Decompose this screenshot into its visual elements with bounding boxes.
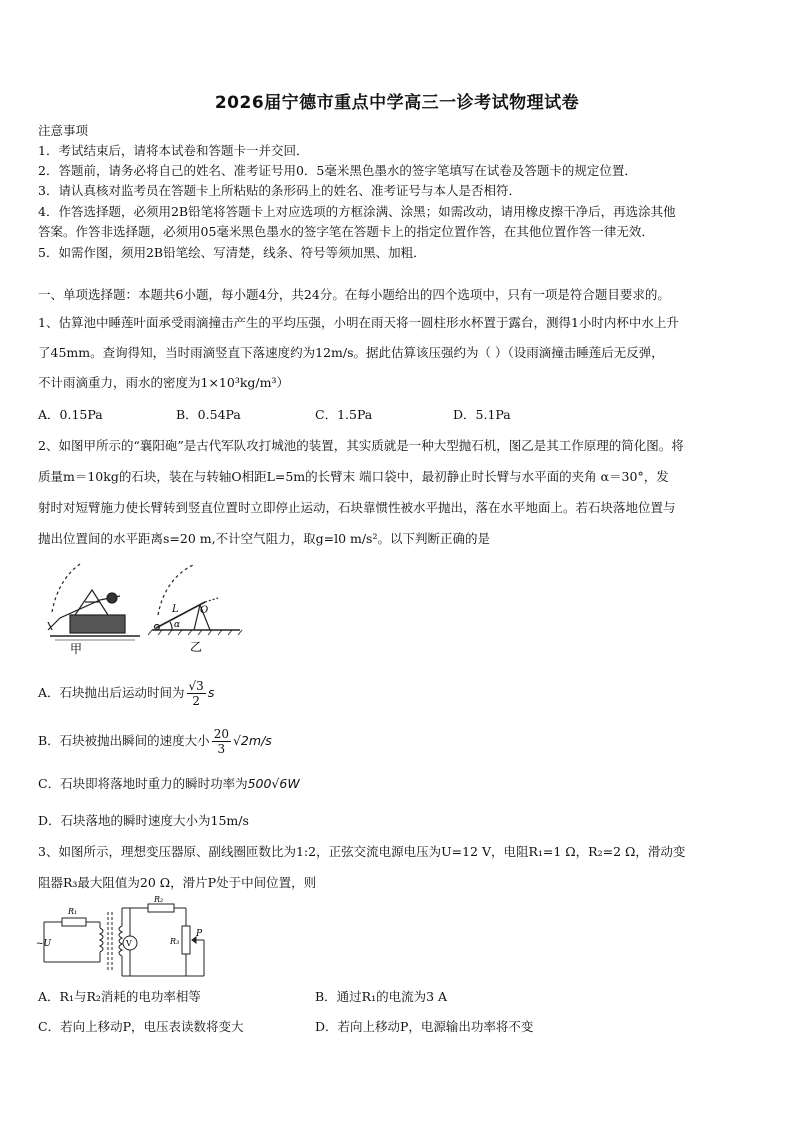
velocity-expression: √2m/s — [232, 733, 272, 748]
q2-option-d: D．石块落地的瞬时速度大小为15m/s — [38, 813, 249, 828]
resistor-r1 — [62, 918, 86, 926]
fraction-numerator: √3 — [188, 679, 204, 693]
q3-option-c: C．若向上移动P，电压表读数将变大 — [38, 1019, 244, 1034]
question-1-line: 了45mm。查询得知，当时雨滴竖直下落速度约为12m/s。据此估算该压强约为（ ）（设雨滴撞击睡莲后无反弹， — [38, 345, 664, 360]
fraction — [187, 679, 206, 708]
transformer-circuit-figure — [36, 896, 216, 978]
q3-option-b: B．通过R₁的电流为3 A — [315, 989, 448, 1004]
figure-label-jia: 甲 — [70, 642, 83, 655]
question-2-line: 2、如图甲所示的“襄阳砲”是古代军队攻打城池的装置，其实质就是一种大型抛石机，图乙是其工作原理的简化图。将 — [38, 438, 684, 453]
trebuchet-schematic — [148, 564, 242, 635]
figure-label-yi: 乙 — [190, 640, 203, 654]
q2-option-a — [38, 676, 214, 710]
fraction-denominator: 3 — [217, 742, 226, 756]
question-1-line: 1、估算池中睡莲叶面承受雨滴撞击产生的平均压强，小明在雨天将一圆柱形水杯置于露台，测得1小时内杯中水上升 — [38, 315, 679, 330]
label-L: L — [172, 604, 179, 615]
q1-option-d: D．5.1Pa — [453, 407, 511, 422]
q2-option-c — [38, 775, 300, 793]
trebuchet-photo-sketch — [48, 564, 140, 640]
notice-item: 3．请认真核对监考员在答题卡上所粘贴的条形码上的姓名、准考证号与本人是否相符． — [38, 183, 521, 198]
question-2-line: 射时对短臂施力使长臂转到竖直位置时立即停止运动，石块靠惯性被水平抛出，落在水平地面上。若石块落地位置与 — [38, 500, 676, 515]
label-alpha: α — [174, 620, 181, 630]
q2-option-a-text: A．石块抛出后运动时间为 — [38, 685, 185, 700]
q1-option-c: C．1.5Pa — [315, 407, 373, 422]
page-title: 2026届宁德市重点中学高三一诊考试物理试卷 — [214, 93, 580, 113]
resistor-r2 — [148, 904, 174, 912]
unit: s — [207, 685, 215, 700]
primary-coil — [100, 928, 103, 952]
q2-option-b-text: B．石块被抛出瞬间的速度大小 — [38, 733, 210, 748]
label-r1: R₁ — [68, 907, 78, 916]
question-2-line: 抛出位置间的水平距离s=20 m,不计空气阻力，取g=l0 m/s²。以下判断正确的是 — [38, 531, 490, 546]
question-3-line: 3、如图所示，理想变压器原、副线圈匝数比为1:2，正弦交流电源电压为U=12 V，电阻R₁=1 Ω，R₂=2 Ω，滑动变 — [38, 844, 686, 859]
notice-item: 5．如需作图，须用2B铅笔绘、写清楚，线条、符号等须加黑、加粗． — [38, 245, 426, 260]
question-2-line: 质量m＝10kg的石块，装在与转轴O相距L=5m的长臂末 端口袋中，最初静止时长臂与水平面的夹角 α＝30°，发 — [38, 469, 669, 484]
q3-option-a: A．R₁与R₂消耗的电功率相等 — [38, 989, 201, 1004]
q3-option-d: D．若向上移动P，电源输出功率将不变 — [315, 1019, 534, 1034]
q2-option-b — [38, 724, 272, 758]
notice-item: 1．考试结束后，请将本试卷和答题卡一并交回． — [38, 143, 309, 158]
question-1-line: 不计雨滴重力，雨水的密度为1×10³kg/m³） — [38, 375, 289, 390]
q1-option-a: A．0.15Pa — [38, 407, 103, 422]
label-p: P — [196, 929, 203, 939]
section-heading: 一、单项选择题：本题共6小题，每小题4分，共24分。在每小题给出的四个选项中，只有一项是符合题目要求的。 — [38, 287, 670, 302]
fraction-numerator: 20 — [213, 727, 229, 741]
fraction — [212, 727, 231, 756]
q1-option-b: B．0.54Pa — [176, 407, 241, 422]
power-expression: 500√6W — [247, 776, 300, 791]
notice-heading: 注意事项 — [38, 123, 89, 138]
label-r2: R₂ — [154, 896, 164, 904]
label-r3: R₃ — [170, 937, 180, 946]
trebuchet-figure — [40, 560, 250, 655]
rheostat-r3 — [182, 926, 190, 954]
question-3-line: 阻器R₃最大阻值为20 Ω，滑片P处于中间位置，则 — [38, 875, 317, 890]
fraction-denominator: 2 — [192, 694, 200, 708]
notice-item: 答案。作答非选择题，必须用05毫米黑色墨水的签字笔在答题卡上的指定位置作答，在其他位置作答一律无效． — [38, 224, 654, 239]
label-source: ~U — [36, 939, 52, 949]
notice-item: 4．作答选择题，必须用2B铅笔将答题卡上对应选项的方框涂满、涂黑；如需改动，请用橡皮擦干净后，再选涂其他 — [38, 204, 676, 219]
notice-item: 2．答题前，请务必将自己的姓名、准考证号用0．5毫米黑色墨水的签字笔填写在试卷及答题卡的规定位置． — [38, 163, 637, 178]
label-v: V — [126, 939, 132, 948]
q2-option-c-text: C．石块即将落地时重力的瞬时功率为 — [38, 776, 248, 791]
label-O: O — [200, 605, 209, 616]
secondary-coil — [119, 926, 122, 956]
